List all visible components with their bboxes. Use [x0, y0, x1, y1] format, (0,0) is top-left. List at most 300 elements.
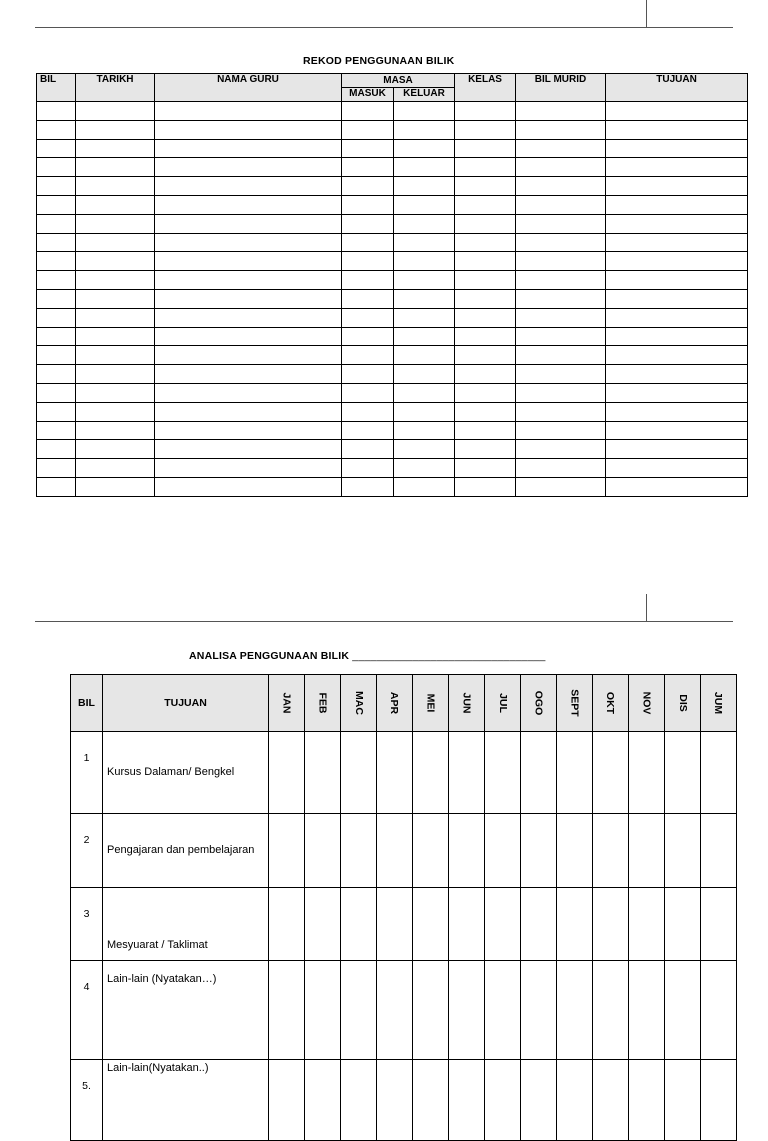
col-bil-murid: BIL MURID	[516, 74, 606, 102]
table-cell[interactable]	[155, 421, 342, 440]
month-cell[interactable]	[449, 888, 485, 961]
month-label: MAC	[352, 691, 365, 715]
table-cell[interactable]	[342, 120, 394, 139]
table-cell[interactable]	[37, 120, 76, 139]
month-cell[interactable]	[449, 961, 485, 1060]
table-cell[interactable]	[76, 120, 155, 139]
table-cell[interactable]	[606, 346, 748, 365]
table-cell[interactable]	[394, 289, 455, 308]
table-cell[interactable]	[516, 440, 606, 459]
table-cell[interactable]	[516, 102, 606, 121]
month-label: APR	[388, 691, 401, 715]
row-label: Mesyuarat / Taklimat	[103, 888, 269, 961]
month-cell[interactable]	[665, 888, 701, 961]
table-row	[37, 308, 748, 327]
table-cell[interactable]	[516, 383, 606, 402]
table-row	[37, 177, 748, 196]
table-cell[interactable]	[37, 195, 76, 214]
table-cell[interactable]	[516, 139, 606, 158]
col-month-ogo	[521, 675, 557, 732]
table-cell[interactable]	[155, 289, 342, 308]
month-cell[interactable]	[305, 961, 341, 1060]
table-cell[interactable]	[155, 214, 342, 233]
month-label: JAN	[280, 692, 293, 714]
table-cell[interactable]	[394, 271, 455, 290]
top-rule-tick	[646, 0, 647, 27]
table-cell[interactable]	[516, 477, 606, 496]
month-cell[interactable]	[269, 732, 305, 814]
table-cell[interactable]	[37, 383, 76, 402]
table-cell[interactable]	[394, 365, 455, 384]
analisa-table	[70, 674, 737, 1141]
table-cell[interactable]	[342, 477, 394, 496]
month-cell[interactable]	[593, 814, 629, 888]
table-cell[interactable]	[606, 139, 748, 158]
table-row	[37, 214, 748, 233]
table-cell[interactable]	[155, 158, 342, 177]
table-cell[interactable]	[37, 289, 76, 308]
table-cell[interactable]	[342, 402, 394, 421]
table-cell[interactable]	[342, 158, 394, 177]
table-cell[interactable]	[516, 158, 606, 177]
analisa-title-blank: ________________________________	[352, 650, 546, 662]
table-cell[interactable]	[606, 308, 748, 327]
table-cell[interactable]	[342, 383, 394, 402]
table-cell[interactable]	[516, 421, 606, 440]
table-cell[interactable]	[394, 440, 455, 459]
table-cell[interactable]	[342, 139, 394, 158]
col-month-jan	[269, 675, 305, 732]
table-row	[37, 327, 748, 346]
table-cell[interactable]	[155, 346, 342, 365]
month-cell[interactable]	[557, 814, 593, 888]
month-cell[interactable]	[557, 732, 593, 814]
table-cell[interactable]	[394, 327, 455, 346]
table-cell[interactable]	[76, 289, 155, 308]
table-cell[interactable]	[155, 195, 342, 214]
col-bil: BIL	[71, 675, 103, 732]
table-cell[interactable]	[155, 102, 342, 121]
col-month-jum	[701, 675, 737, 732]
table-cell[interactable]	[76, 346, 155, 365]
month-cell[interactable]	[593, 1060, 629, 1141]
top-rule	[35, 27, 733, 28]
table-cell[interactable]	[394, 158, 455, 177]
table-cell[interactable]	[606, 327, 748, 346]
month-cell[interactable]	[449, 1060, 485, 1141]
table-cell[interactable]	[342, 421, 394, 440]
table-cell[interactable]	[342, 195, 394, 214]
table-cell[interactable]	[455, 477, 516, 496]
table-cell[interactable]	[516, 459, 606, 478]
table-cell[interactable]	[37, 139, 76, 158]
row-number: 2	[71, 814, 103, 888]
table-cell[interactable]	[606, 421, 748, 440]
table-cell[interactable]	[394, 477, 455, 496]
table-cell[interactable]	[606, 158, 748, 177]
month-cell[interactable]	[485, 961, 521, 1060]
table-cell[interactable]	[155, 271, 342, 290]
table-row	[71, 1060, 737, 1141]
table-cell[interactable]	[455, 327, 516, 346]
table-cell[interactable]	[516, 233, 606, 252]
table-cell[interactable]	[37, 421, 76, 440]
table-cell[interactable]	[76, 459, 155, 478]
table-cell[interactable]	[76, 158, 155, 177]
month-cell[interactable]	[521, 888, 557, 961]
table-cell[interactable]	[155, 365, 342, 384]
month-cell[interactable]	[341, 732, 377, 814]
table-cell[interactable]	[37, 477, 76, 496]
month-cell[interactable]	[521, 732, 557, 814]
month-cell[interactable]	[557, 888, 593, 961]
table-cell[interactable]	[394, 102, 455, 121]
table-row	[37, 233, 748, 252]
month-cell[interactable]	[269, 961, 305, 1060]
month-cell[interactable]	[593, 961, 629, 1060]
month-cell[interactable]	[701, 961, 737, 1060]
table-cell[interactable]	[516, 120, 606, 139]
table-cell[interactable]	[516, 195, 606, 214]
table-cell[interactable]	[37, 440, 76, 459]
col-bil: BIL	[37, 74, 76, 102]
row-number: 5.	[71, 1060, 103, 1141]
month-cell[interactable]	[701, 888, 737, 961]
col-month-mac	[341, 675, 377, 732]
table-cell[interactable]	[455, 271, 516, 290]
table-cell[interactable]	[155, 383, 342, 402]
table-cell[interactable]	[606, 289, 748, 308]
table-cell[interactable]	[37, 459, 76, 478]
table-cell[interactable]	[155, 233, 342, 252]
month-cell[interactable]	[305, 888, 341, 961]
table-cell[interactable]	[606, 477, 748, 496]
table-row	[37, 346, 748, 365]
table-row	[37, 102, 748, 121]
table-cell[interactable]	[342, 233, 394, 252]
table-cell[interactable]	[342, 252, 394, 271]
table-cell[interactable]	[76, 214, 155, 233]
table-cell[interactable]	[455, 402, 516, 421]
table-cell[interactable]	[516, 271, 606, 290]
month-label: FEB	[316, 692, 329, 714]
table-cell[interactable]	[76, 177, 155, 196]
table-cell[interactable]	[155, 459, 342, 478]
table-cell[interactable]	[455, 120, 516, 139]
rekod-body	[37, 102, 748, 497]
month-cell[interactable]	[269, 814, 305, 888]
month-cell[interactable]	[629, 814, 665, 888]
table-cell[interactable]	[394, 177, 455, 196]
table-cell[interactable]	[394, 308, 455, 327]
table-cell[interactable]	[155, 477, 342, 496]
table-row	[37, 139, 748, 158]
table-cell[interactable]	[516, 308, 606, 327]
table-cell[interactable]	[342, 346, 394, 365]
table-cell[interactable]	[606, 214, 748, 233]
table-cell[interactable]	[37, 365, 76, 384]
table-cell[interactable]	[394, 139, 455, 158]
month-cell[interactable]	[701, 814, 737, 888]
table-cell[interactable]	[37, 271, 76, 290]
month-cell[interactable]	[665, 961, 701, 1060]
row-label: Lain-lain (Nyatakan…)	[103, 961, 269, 1060]
table-cell[interactable]	[606, 233, 748, 252]
row-label: Pengajaran dan pembelajaran	[103, 814, 269, 888]
month-cell[interactable]	[557, 961, 593, 1060]
col-tarikh: TARIKH	[76, 74, 155, 102]
month-cell[interactable]	[449, 732, 485, 814]
table-cell[interactable]	[606, 402, 748, 421]
table-cell[interactable]	[394, 195, 455, 214]
table-cell[interactable]	[516, 252, 606, 271]
table-cell[interactable]	[516, 177, 606, 196]
rekod-title: REKOD PENGGUNAAN BILIK	[303, 55, 455, 67]
month-cell[interactable]	[341, 888, 377, 961]
month-label: JUM	[712, 691, 725, 715]
table-cell[interactable]	[394, 252, 455, 271]
table-cell[interactable]	[516, 365, 606, 384]
table-cell[interactable]	[394, 120, 455, 139]
col-month-sept	[557, 675, 593, 732]
table-row	[71, 814, 737, 888]
table-cell[interactable]	[37, 346, 76, 365]
table-cell[interactable]	[455, 158, 516, 177]
table-row	[37, 252, 748, 271]
table-cell[interactable]	[37, 102, 76, 121]
table-cell[interactable]	[155, 402, 342, 421]
col-month-dis	[665, 675, 701, 732]
month-cell[interactable]	[341, 1060, 377, 1141]
month-label: SEPT	[568, 689, 581, 717]
row-label: Kursus Dalaman/ Bengkel	[103, 732, 269, 814]
table-cell[interactable]	[516, 402, 606, 421]
table-cell[interactable]	[76, 383, 155, 402]
month-cell[interactable]	[521, 814, 557, 888]
table-cell[interactable]	[76, 327, 155, 346]
month-cell[interactable]	[521, 1060, 557, 1141]
rekod-table	[36, 73, 748, 497]
table-cell[interactable]	[155, 177, 342, 196]
month-label: JUN	[460, 692, 473, 714]
table-cell[interactable]	[342, 289, 394, 308]
table-cell[interactable]	[606, 102, 748, 121]
table-cell[interactable]	[37, 177, 76, 196]
table-cell[interactable]	[455, 252, 516, 271]
table-cell[interactable]	[394, 421, 455, 440]
table-cell[interactable]	[37, 233, 76, 252]
month-cell[interactable]	[665, 1060, 701, 1141]
table-cell[interactable]	[455, 365, 516, 384]
col-nama-guru: NAMA GURU	[155, 74, 342, 102]
month-cell[interactable]	[521, 961, 557, 1060]
table-cell[interactable]	[606, 365, 748, 384]
month-cell[interactable]	[557, 1060, 593, 1141]
month-cell[interactable]	[377, 961, 413, 1060]
table-cell[interactable]	[37, 158, 76, 177]
table-cell[interactable]	[455, 421, 516, 440]
month-cell[interactable]	[305, 1060, 341, 1141]
analisa-title: ANALISA PENGGUNAAN BILIK	[189, 650, 350, 662]
month-cell[interactable]	[377, 814, 413, 888]
table-cell[interactable]	[606, 177, 748, 196]
table-cell[interactable]	[606, 440, 748, 459]
table-cell[interactable]	[76, 195, 155, 214]
table-cell[interactable]	[516, 346, 606, 365]
table-row	[37, 477, 748, 496]
table-cell[interactable]	[455, 346, 516, 365]
month-cell[interactable]	[485, 1060, 521, 1141]
table-cell[interactable]	[76, 252, 155, 271]
table-cell[interactable]	[394, 346, 455, 365]
table-cell[interactable]	[455, 308, 516, 327]
month-cell[interactable]	[701, 1060, 737, 1141]
month-cell[interactable]	[377, 1060, 413, 1141]
table-cell[interactable]	[342, 365, 394, 384]
table-cell[interactable]	[606, 383, 748, 402]
table-cell[interactable]	[155, 120, 342, 139]
table-cell[interactable]	[606, 271, 748, 290]
col-month-feb	[305, 675, 341, 732]
col-keluar: KELUAR	[394, 88, 455, 102]
table-cell[interactable]	[37, 327, 76, 346]
table-cell[interactable]	[37, 308, 76, 327]
table-cell[interactable]	[76, 308, 155, 327]
table-cell[interactable]	[516, 327, 606, 346]
table-row	[71, 961, 737, 1060]
month-cell[interactable]	[665, 814, 701, 888]
month-cell[interactable]	[413, 732, 449, 814]
col-month-jul	[485, 675, 521, 732]
table-cell[interactable]	[76, 421, 155, 440]
table-row	[71, 888, 737, 961]
table-cell[interactable]	[76, 477, 155, 496]
month-cell[interactable]	[341, 961, 377, 1060]
month-cell[interactable]	[413, 961, 449, 1060]
month-label: DIS	[676, 694, 689, 712]
table-cell[interactable]	[342, 177, 394, 196]
table-cell[interactable]	[155, 252, 342, 271]
table-cell[interactable]	[342, 102, 394, 121]
month-cell[interactable]	[377, 888, 413, 961]
row-number: 4	[71, 961, 103, 1060]
table-cell[interactable]	[455, 383, 516, 402]
table-cell[interactable]	[76, 402, 155, 421]
row-number: 1	[71, 732, 103, 814]
month-cell[interactable]	[629, 888, 665, 961]
table-row	[37, 365, 748, 384]
table-row	[37, 421, 748, 440]
month-cell[interactable]	[665, 732, 701, 814]
table-row	[37, 195, 748, 214]
table-cell[interactable]	[455, 459, 516, 478]
table-row	[37, 120, 748, 139]
table-cell[interactable]	[342, 440, 394, 459]
month-cell[interactable]	[269, 888, 305, 961]
table-cell[interactable]	[455, 102, 516, 121]
table-cell[interactable]	[394, 233, 455, 252]
month-cell[interactable]	[485, 888, 521, 961]
table-cell[interactable]	[342, 214, 394, 233]
table-cell[interactable]	[394, 383, 455, 402]
month-cell[interactable]	[593, 888, 629, 961]
month-cell[interactable]	[629, 1060, 665, 1141]
month-cell[interactable]	[449, 814, 485, 888]
month-label: NOV	[640, 691, 653, 715]
table-cell[interactable]	[76, 271, 155, 290]
table-cell[interactable]	[455, 233, 516, 252]
month-cell[interactable]	[377, 732, 413, 814]
col-tujuan: TUJUAN	[606, 74, 748, 102]
table-cell[interactable]	[342, 459, 394, 478]
month-cell[interactable]	[485, 732, 521, 814]
table-cell[interactable]	[455, 139, 516, 158]
table-cell[interactable]	[155, 327, 342, 346]
table-row	[37, 271, 748, 290]
table-cell[interactable]	[606, 252, 748, 271]
table-cell[interactable]	[37, 252, 76, 271]
table-row	[37, 459, 748, 478]
table-cell[interactable]	[516, 289, 606, 308]
row-label: Lain-lain(Nyatakan..)	[103, 1060, 269, 1141]
table-cell[interactable]	[606, 120, 748, 139]
col-masuk: MASUK	[342, 88, 394, 102]
table-cell[interactable]	[342, 271, 394, 290]
table-cell[interactable]	[76, 102, 155, 121]
month-cell[interactable]	[413, 814, 449, 888]
table-cell[interactable]	[155, 139, 342, 158]
table-row	[37, 289, 748, 308]
table-cell[interactable]	[76, 440, 155, 459]
col-month-nov	[629, 675, 665, 732]
table-cell[interactable]	[606, 459, 748, 478]
table-cell[interactable]	[516, 214, 606, 233]
table-cell[interactable]	[455, 177, 516, 196]
table-cell[interactable]	[455, 289, 516, 308]
col-month-mei	[413, 675, 449, 732]
table-cell[interactable]	[455, 440, 516, 459]
table-cell[interactable]	[37, 214, 76, 233]
table-cell[interactable]	[76, 233, 155, 252]
col-tujuan: TUJUAN	[103, 675, 269, 732]
table-cell[interactable]	[37, 402, 76, 421]
table-cell[interactable]	[342, 327, 394, 346]
month-cell[interactable]	[305, 732, 341, 814]
month-cell[interactable]	[701, 732, 737, 814]
month-cell[interactable]	[485, 814, 521, 888]
table-cell[interactable]	[394, 459, 455, 478]
table-cell[interactable]	[394, 214, 455, 233]
table-cell[interactable]	[606, 195, 748, 214]
table-cell[interactable]	[455, 214, 516, 233]
table-cell[interactable]	[155, 308, 342, 327]
table-cell[interactable]	[394, 402, 455, 421]
month-cell[interactable]	[413, 1060, 449, 1141]
month-cell[interactable]	[629, 732, 665, 814]
month-cell[interactable]	[413, 888, 449, 961]
month-cell[interactable]	[629, 961, 665, 1060]
month-cell[interactable]	[593, 732, 629, 814]
month-cell[interactable]	[305, 814, 341, 888]
table-cell[interactable]	[342, 308, 394, 327]
month-cell[interactable]	[341, 814, 377, 888]
table-cell[interactable]	[155, 440, 342, 459]
table-cell[interactable]	[76, 139, 155, 158]
middle-rule-tick	[646, 594, 647, 621]
table-cell[interactable]	[76, 365, 155, 384]
table-cell[interactable]	[455, 195, 516, 214]
month-cell[interactable]	[269, 1060, 305, 1141]
